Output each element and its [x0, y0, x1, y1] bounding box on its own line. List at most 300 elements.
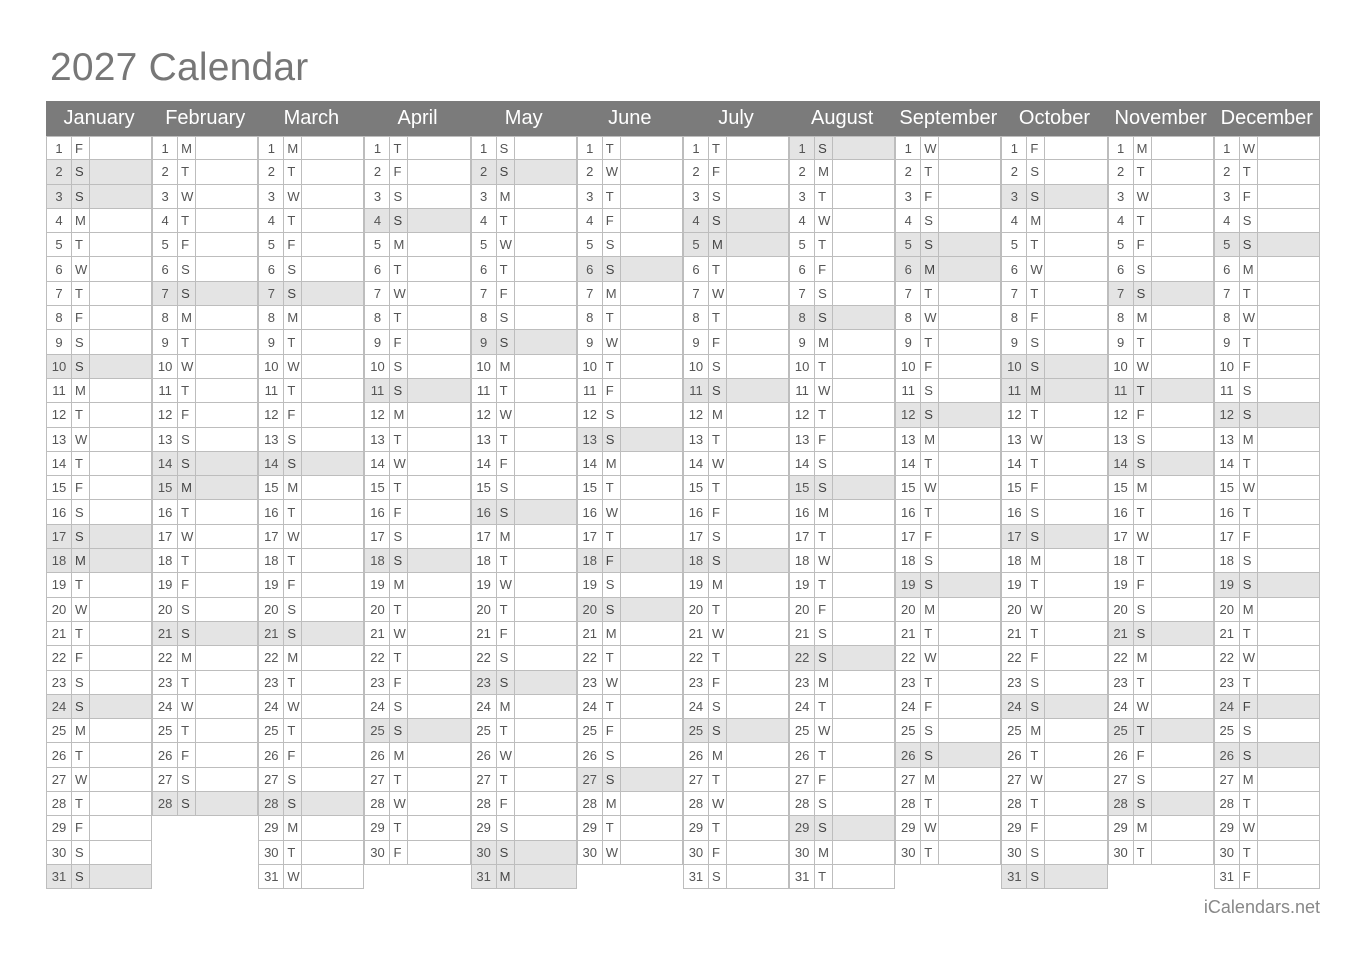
day-row [152, 500, 258, 524]
weekday-letter: F [284, 573, 302, 596]
note-cell [621, 743, 682, 766]
day-number: 29 [1215, 816, 1240, 839]
day-row [1214, 695, 1320, 719]
note-cell [515, 622, 576, 645]
day-number: 30 [1109, 841, 1134, 864]
day-row [152, 257, 258, 281]
note-cell [408, 841, 469, 864]
note-cell [939, 379, 1000, 402]
day-number: 19 [578, 573, 603, 596]
day-number: 23 [896, 671, 921, 694]
note-cell [833, 768, 894, 791]
day-row [46, 500, 152, 524]
day-row [577, 428, 683, 452]
weekday-letter: S [1027, 865, 1045, 888]
note-cell [1152, 500, 1213, 523]
day-row [789, 282, 895, 306]
weekday-letter: T [921, 671, 939, 694]
day-row [471, 500, 577, 524]
note-cell [833, 792, 894, 815]
day-number: 20 [47, 598, 72, 621]
day-row [683, 452, 789, 476]
day-row [1214, 719, 1320, 743]
note-cell [1152, 622, 1213, 645]
day-number: 23 [472, 671, 497, 694]
note-cell [408, 137, 469, 159]
day-number: 7 [1002, 282, 1027, 305]
note-cell [408, 549, 469, 572]
weekday-letter: T [1134, 379, 1152, 402]
weekday-letter: T [178, 500, 196, 523]
note-cell [196, 792, 257, 815]
day-row [364, 403, 470, 427]
weekday-letter: F [815, 257, 833, 280]
weekday-letter: T [603, 476, 621, 499]
day-number: 10 [1109, 355, 1134, 378]
note-cell [196, 671, 257, 694]
day-row [577, 306, 683, 330]
day-number: 29 [578, 816, 603, 839]
note-cell [1152, 233, 1213, 256]
day-number: 3 [259, 185, 284, 208]
weekday-letter: W [284, 185, 302, 208]
note-cell [1045, 549, 1106, 572]
day-row [577, 355, 683, 379]
day-number: 29 [1109, 816, 1134, 839]
weekday-letter: W [709, 452, 727, 475]
note-cell [302, 719, 363, 742]
note-cell [1045, 137, 1106, 159]
day-number: 16 [153, 500, 178, 523]
weekday-letter: T [390, 598, 408, 621]
note-cell [833, 428, 894, 451]
note-cell [408, 500, 469, 523]
note-cell [196, 185, 257, 208]
year-calendar-grid [46, 101, 1320, 889]
note-cell [621, 257, 682, 280]
day-row [683, 841, 789, 865]
weekday-letter: S [178, 282, 196, 305]
note-cell [90, 865, 151, 888]
day-row [471, 622, 577, 646]
day-number: 14 [472, 452, 497, 475]
day-number: 18 [1002, 549, 1027, 572]
day-row [152, 743, 258, 767]
day-number: 28 [684, 792, 709, 815]
weekday-letter: S [390, 355, 408, 378]
day-number: 16 [47, 500, 72, 523]
day-number: 7 [47, 282, 72, 305]
note-cell [1258, 476, 1319, 499]
day-row [1001, 695, 1107, 719]
weekday-letter: W [921, 137, 939, 159]
weekday-letter: W [1027, 598, 1045, 621]
note-cell [515, 841, 576, 864]
day-row [46, 695, 152, 719]
day-number: 5 [684, 233, 709, 256]
weekday-letter: T [815, 185, 833, 208]
weekday-letter: S [1027, 695, 1045, 718]
note-cell [1045, 525, 1106, 548]
day-row [1108, 185, 1214, 209]
note-cell [196, 500, 257, 523]
weekday-letter: M [284, 476, 302, 499]
day-number: 18 [472, 549, 497, 572]
note-cell [196, 573, 257, 596]
day-row [1108, 233, 1214, 257]
note-cell [727, 525, 788, 548]
note-cell [515, 233, 576, 256]
weekday-letter: T [921, 622, 939, 645]
weekday-letter: M [709, 743, 727, 766]
day-number: 29 [365, 816, 390, 839]
note-cell [1258, 719, 1319, 742]
weekday-letter: M [815, 330, 833, 353]
day-number: 22 [684, 646, 709, 669]
weekday-letter: F [390, 671, 408, 694]
day-number: 10 [472, 355, 497, 378]
weekday-letter: M [497, 525, 515, 548]
day-number: 22 [1215, 646, 1240, 669]
weekday-letter: M [72, 209, 90, 232]
day-row [895, 743, 1001, 767]
day-number: 19 [47, 573, 72, 596]
weekday-letter: M [178, 476, 196, 499]
day-row [1108, 719, 1214, 743]
note-cell [833, 549, 894, 572]
day-row [152, 549, 258, 573]
day-row [1108, 136, 1214, 160]
day-row [1001, 355, 1107, 379]
note-cell [939, 671, 1000, 694]
note-cell [1045, 598, 1106, 621]
weekday-letter: M [390, 743, 408, 766]
day-row [471, 476, 577, 500]
weekday-letter: T [1027, 282, 1045, 305]
note-cell [1045, 816, 1106, 839]
note-cell [939, 525, 1000, 548]
day-number: 27 [896, 768, 921, 791]
day-number: 4 [1109, 209, 1134, 232]
note-cell [408, 379, 469, 402]
day-number: 26 [47, 743, 72, 766]
weekday-letter: M [1240, 598, 1258, 621]
weekday-letter: W [1027, 768, 1045, 791]
weekday-letter: T [921, 452, 939, 475]
note-cell [515, 257, 576, 280]
weekday-letter: T [815, 865, 833, 888]
weekday-letter: T [1027, 452, 1045, 475]
weekday-letter: W [709, 792, 727, 815]
day-row [152, 160, 258, 184]
note-cell [515, 695, 576, 718]
day-number: 12 [684, 403, 709, 426]
note-cell [1258, 743, 1319, 766]
day-number: 21 [153, 622, 178, 645]
weekday-letter: W [921, 646, 939, 669]
day-number: 1 [790, 137, 815, 159]
note-cell [515, 403, 576, 426]
day-number: 12 [578, 403, 603, 426]
weekday-letter: S [72, 185, 90, 208]
note-cell [939, 306, 1000, 329]
day-number: 4 [1215, 209, 1240, 232]
day-row [258, 476, 364, 500]
day-row [364, 185, 470, 209]
month-header-september: September [899, 107, 998, 129]
day-number: 20 [578, 598, 603, 621]
day-row [46, 209, 152, 233]
weekday-letter: T [1134, 160, 1152, 183]
note-cell [1258, 622, 1319, 645]
day-row [46, 573, 152, 597]
day-row [152, 403, 258, 427]
note-cell [727, 355, 788, 378]
note-cell [90, 257, 151, 280]
weekday-letter: F [497, 792, 515, 815]
weekday-letter: F [815, 768, 833, 791]
note-cell [727, 671, 788, 694]
note-cell [302, 695, 363, 718]
weekday-letter: S [178, 792, 196, 815]
day-number: 24 [1002, 695, 1027, 718]
day-row [1001, 671, 1107, 695]
weekday-letter: S [284, 622, 302, 645]
note-cell [939, 209, 1000, 232]
note-cell [727, 476, 788, 499]
day-row [789, 525, 895, 549]
day-number: 15 [153, 476, 178, 499]
note-cell [515, 379, 576, 402]
note-cell [939, 598, 1000, 621]
day-row [577, 598, 683, 622]
day-number: 15 [578, 476, 603, 499]
note-cell [621, 500, 682, 523]
note-cell [939, 622, 1000, 645]
day-row [1214, 549, 1320, 573]
day-number: 27 [790, 768, 815, 791]
note-cell [939, 841, 1000, 864]
day-row [789, 622, 895, 646]
day-number: 9 [1109, 330, 1134, 353]
day-row [789, 185, 895, 209]
note-cell [1152, 379, 1213, 402]
weekday-letter: T [497, 768, 515, 791]
weekday-letter: T [497, 379, 515, 402]
note-cell [939, 428, 1000, 451]
note-cell [302, 476, 363, 499]
day-number: 3 [790, 185, 815, 208]
weekday-letter: S [709, 549, 727, 572]
day-row [895, 768, 1001, 792]
weekday-letter: S [497, 306, 515, 329]
weekday-letter: F [709, 330, 727, 353]
day-row [895, 185, 1001, 209]
month-header-january: January [63, 107, 135, 129]
weekday-letter: T [1134, 209, 1152, 232]
day-number: 15 [365, 476, 390, 499]
day-number: 18 [1215, 549, 1240, 572]
day-number: 16 [259, 500, 284, 523]
weekday-letter: S [497, 671, 515, 694]
day-row [683, 355, 789, 379]
day-row [46, 816, 152, 840]
day-row [895, 282, 1001, 306]
day-number: 25 [896, 719, 921, 742]
note-cell [727, 841, 788, 864]
weekday-letter: S [284, 598, 302, 621]
day-number: 30 [472, 841, 497, 864]
note-cell [1258, 671, 1319, 694]
day-row [895, 646, 1001, 670]
weekday-letter: T [815, 355, 833, 378]
note-cell [1152, 137, 1213, 159]
day-row [46, 282, 152, 306]
day-row [46, 185, 152, 209]
note-cell [1152, 719, 1213, 742]
weekday-letter: M [921, 428, 939, 451]
note-cell [196, 452, 257, 475]
weekday-letter: S [1240, 743, 1258, 766]
weekday-letter: W [709, 622, 727, 645]
day-number: 25 [790, 719, 815, 742]
note-cell [621, 355, 682, 378]
note-cell [939, 403, 1000, 426]
day-row [258, 136, 364, 160]
weekday-letter: S [497, 841, 515, 864]
day-number: 11 [472, 379, 497, 402]
day-row [258, 646, 364, 670]
weekday-letter: M [497, 695, 515, 718]
note-cell [939, 160, 1000, 183]
weekday-letter: T [497, 428, 515, 451]
day-row [683, 476, 789, 500]
day-number: 25 [47, 719, 72, 742]
weekday-letter: F [1134, 233, 1152, 256]
day-number: 6 [790, 257, 815, 280]
note-cell [302, 233, 363, 256]
note-cell [515, 816, 576, 839]
day-row [471, 136, 577, 160]
note-cell [90, 282, 151, 305]
weekday-letter: M [1134, 306, 1152, 329]
day-row [1108, 841, 1214, 865]
note-cell [1045, 355, 1106, 378]
day-row [1001, 476, 1107, 500]
note-cell [408, 403, 469, 426]
day-number: 8 [790, 306, 815, 329]
day-number: 3 [1215, 185, 1240, 208]
weekday-letter: T [1240, 841, 1258, 864]
weekday-letter: M [921, 598, 939, 621]
weekday-letter: T [709, 137, 727, 159]
day-number: 18 [790, 549, 815, 572]
note-cell [621, 185, 682, 208]
note-cell [90, 792, 151, 815]
weekday-letter: M [815, 160, 833, 183]
month-column-may [471, 136, 577, 889]
day-row [789, 330, 895, 354]
note-cell [727, 816, 788, 839]
weekday-letter: T [1240, 500, 1258, 523]
weekday-letter: F [1240, 355, 1258, 378]
day-row [46, 452, 152, 476]
weekday-letter: W [72, 257, 90, 280]
day-number: 24 [1215, 695, 1240, 718]
day-row [1214, 160, 1320, 184]
weekday-letter: S [1027, 160, 1045, 183]
day-row [364, 330, 470, 354]
note-cell [727, 500, 788, 523]
day-row [789, 379, 895, 403]
note-cell [939, 452, 1000, 475]
day-number: 7 [684, 282, 709, 305]
weekday-letter: T [1134, 330, 1152, 353]
weekday-letter: F [815, 598, 833, 621]
day-number: 3 [1002, 185, 1027, 208]
weekday-letter: T [921, 500, 939, 523]
note-cell [1045, 330, 1106, 353]
note-cell [515, 452, 576, 475]
day-row [683, 719, 789, 743]
day-row [46, 719, 152, 743]
note-cell [1258, 355, 1319, 378]
note-cell [408, 671, 469, 694]
note-cell [833, 257, 894, 280]
note-cell [1045, 792, 1106, 815]
day-row [46, 841, 152, 865]
weekday-letter: F [709, 841, 727, 864]
day-row [1108, 500, 1214, 524]
day-number: 1 [472, 137, 497, 159]
month-header-march: March [283, 107, 340, 129]
day-number: 9 [472, 330, 497, 353]
day-number: 7 [365, 282, 390, 305]
day-number: 14 [790, 452, 815, 475]
weekday-letter: F [709, 160, 727, 183]
weekday-letter: W [1134, 185, 1152, 208]
day-row [577, 622, 683, 646]
day-number: 13 [365, 428, 390, 451]
day-row [258, 598, 364, 622]
weekday-letter: M [1027, 549, 1045, 572]
day-row [1214, 185, 1320, 209]
note-cell [1258, 695, 1319, 718]
day-row [152, 306, 258, 330]
day-number: 22 [472, 646, 497, 669]
day-number: 10 [365, 355, 390, 378]
day-row [895, 452, 1001, 476]
note-cell [1045, 306, 1106, 329]
weekday-letter: S [178, 452, 196, 475]
day-number: 13 [896, 428, 921, 451]
weekday-letter: S [1027, 355, 1045, 378]
weekday-letter: W [1027, 428, 1045, 451]
note-cell [1045, 160, 1106, 183]
weekday-letter: S [178, 257, 196, 280]
weekday-letter: M [284, 137, 302, 159]
note-cell [727, 428, 788, 451]
weekday-letter: T [815, 573, 833, 596]
day-row [152, 671, 258, 695]
day-number: 12 [47, 403, 72, 426]
day-number: 27 [1002, 768, 1027, 791]
note-cell [833, 865, 894, 888]
weekday-letter: F [921, 695, 939, 718]
day-number: 12 [472, 403, 497, 426]
day-row [1108, 330, 1214, 354]
day-number: 26 [1002, 743, 1027, 766]
